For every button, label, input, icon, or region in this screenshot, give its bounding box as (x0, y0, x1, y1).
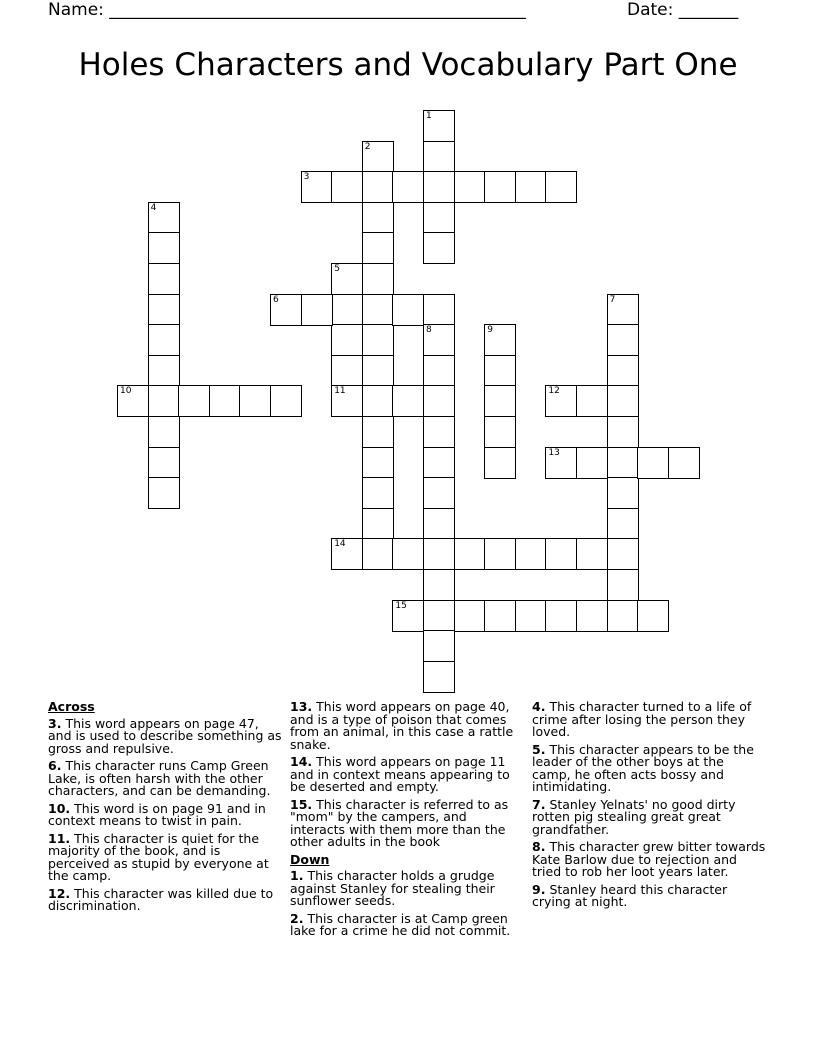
grid-cell[interactable] (576, 447, 608, 479)
grid-cell[interactable] (484, 416, 516, 448)
grid-cell[interactable] (545, 447, 577, 479)
grid-cell[interactable] (239, 385, 271, 417)
clues-column-3 (532, 701, 766, 914)
clues-column-2 (290, 701, 524, 943)
grid-cell[interactable] (423, 355, 455, 387)
clue-number: 10 (120, 386, 132, 397)
grid-cell[interactable] (607, 294, 639, 326)
grid-cell[interactable] (484, 538, 516, 570)
date-line: Date: _______ (627, 0, 739, 20)
down-clue-2: 2. This character is at Camp green lake for a crime he did not commit. (290, 910, 511, 938)
grid-cell[interactable] (148, 477, 180, 509)
clue-number: 11 (334, 386, 346, 397)
across-clue-12: 12. This character was killed due to discrimination. (48, 885, 274, 913)
grid-cell[interactable] (454, 538, 486, 570)
grid-cell[interactable] (301, 171, 333, 203)
grid-cell[interactable] (392, 294, 424, 326)
grid-cell[interactable] (484, 324, 516, 356)
grid-cell[interactable] (423, 110, 455, 142)
grid-cell[interactable] (576, 600, 608, 632)
grid-cell[interactable] (484, 355, 516, 387)
grid-cell[interactable] (423, 508, 455, 540)
grid-cell[interactable] (423, 600, 455, 632)
grid-cell[interactable] (362, 141, 394, 173)
grid-cell[interactable] (545, 171, 577, 203)
grid-cell[interactable] (545, 600, 577, 632)
grid-cell[interactable] (484, 385, 516, 417)
grid-cell[interactable] (423, 661, 455, 693)
grid-cell[interactable] (148, 355, 180, 387)
grid-cell[interactable] (148, 263, 180, 295)
clue-number: 13 (548, 447, 560, 458)
grid-cell[interactable] (484, 447, 516, 479)
across-clue-13: 13. This word appears on page 40, and is a type of poison that comes from an animal, in this case a rattle snake. (290, 699, 514, 752)
grid-cell[interactable] (148, 294, 180, 326)
grid-cell[interactable] (668, 447, 700, 479)
down-clue-9: 9. Stanley heard this character crying at night. (532, 881, 728, 909)
name-line: Name: _________________________________________________ (48, 0, 526, 20)
grid-cell[interactable] (148, 202, 180, 234)
grid-cell[interactable] (362, 385, 394, 417)
grid-cell[interactable] (423, 202, 455, 234)
grid-cell[interactable] (423, 538, 455, 570)
grid-cell[interactable] (392, 171, 424, 203)
grid-cell[interactable] (362, 447, 394, 479)
grid-cell[interactable] (270, 385, 302, 417)
grid-cell[interactable] (331, 385, 363, 417)
grid-cell[interactable] (362, 416, 394, 448)
grid-cell[interactable] (423, 294, 455, 326)
grid-cell[interactable] (423, 416, 455, 448)
grid-cell[interactable] (484, 600, 516, 632)
grid-cell[interactable] (423, 385, 455, 417)
across-clue-3: 3. This word appears on page 47, and is used to describe something as gross and repulsive. (48, 715, 282, 756)
grid-cell[interactable] (117, 385, 149, 417)
grid-cell[interactable] (423, 630, 455, 662)
grid-cell[interactable] (423, 447, 455, 479)
across-clue-11: 11. This character is quiet for the majority of the book, and is perceived as stupid by everyone at the camp. (48, 830, 269, 883)
grid-cell[interactable] (148, 232, 180, 264)
down-clue-5: 5. This character appears to be the leader of the other boys at the camp, he often acts bossy and intimidating. (532, 741, 754, 794)
grid-cell[interactable] (148, 324, 180, 356)
grid-cell[interactable] (515, 600, 547, 632)
grid-cell[interactable] (148, 385, 180, 417)
grid-cell[interactable] (423, 569, 455, 601)
grid-cell[interactable] (362, 294, 394, 326)
grid-cell[interactable] (331, 324, 363, 356)
down-clue-4: 4. This character turned to a life of crime after losing the person they loved. (532, 699, 752, 739)
across-clue-6: 6. This character runs Camp Green Lake, is often harsh with the other characters, and can be demanding. (48, 758, 271, 798)
grid-cell[interactable] (392, 600, 424, 632)
clue-number: 4 (150, 202, 157, 213)
grid-cell[interactable] (576, 385, 608, 417)
grid-cell[interactable] (331, 263, 363, 295)
grid-cell[interactable] (270, 294, 302, 326)
grid-cell[interactable] (576, 538, 608, 570)
grid-cell[interactable] (423, 171, 455, 203)
grid-cell[interactable] (607, 385, 639, 417)
grid-cell[interactable] (392, 385, 424, 417)
clue-number: 1 (426, 111, 432, 121)
down-heading: Down (290, 851, 330, 867)
grid-cell[interactable] (362, 355, 394, 387)
grid-cell[interactable] (362, 171, 394, 203)
clue-number: 6 (273, 294, 279, 305)
grid-cell[interactable] (607, 538, 639, 570)
grid-cell[interactable] (301, 294, 333, 326)
grid-cell[interactable] (331, 538, 363, 570)
grid-cell[interactable] (607, 600, 639, 632)
grid-cell[interactable] (545, 538, 577, 570)
clue-number: 14 (334, 539, 346, 550)
grid-cell[interactable] (362, 477, 394, 509)
grid-cell[interactable] (607, 324, 639, 356)
grid-cell[interactable] (607, 569, 639, 601)
grid-cell[interactable] (423, 324, 455, 356)
grid-cell[interactable] (362, 263, 394, 295)
down-clue-7: 7. Stanley Yelnats' no good dirty rotten pig stealing great great grandfather. (532, 796, 736, 837)
across-clue-15: 15. This character is referred to as "mom" by the campers, and interacts with them more than the other adults in the book (290, 796, 509, 849)
across-heading: Across (48, 699, 95, 714)
grid-cell[interactable] (362, 508, 394, 540)
grid-cell[interactable] (331, 355, 363, 387)
clue-number: 12 (548, 386, 560, 397)
grid-cell[interactable] (331, 294, 363, 326)
grid-cell[interactable] (454, 171, 486, 203)
clue-number: 7 (609, 294, 616, 305)
grid-cell[interactable] (362, 324, 394, 356)
grid-cell[interactable] (545, 385, 577, 417)
grid-cell[interactable] (423, 141, 455, 173)
grid-cell[interactable] (423, 477, 455, 509)
clues-column-1 (48, 701, 282, 918)
grid-cell[interactable] (423, 232, 455, 264)
clue-number: 9 (487, 325, 493, 336)
clue-number: 3 (303, 172, 310, 183)
down-clue-1: 1. This character holds a grudge against Stanley for stealing their sunflower seeds. (290, 868, 495, 908)
grid-cell[interactable] (148, 447, 180, 479)
clue-number: 2 (364, 141, 371, 152)
grid-cell[interactable] (607, 508, 639, 540)
grid-cell[interactable] (607, 355, 639, 387)
grid-cell[interactable] (607, 416, 639, 448)
grid-cell[interactable] (362, 538, 394, 570)
clue-number: 15 (395, 600, 407, 611)
down-clue-8: 8. This character grew bitter towards Kate Barlow due to rejection and tried to rob her loot years later. (532, 839, 766, 879)
grid-cell[interactable] (637, 447, 669, 479)
grid-cell[interactable] (362, 202, 394, 234)
grid-cell[interactable] (178, 385, 210, 417)
grid-cell[interactable] (209, 385, 241, 417)
clue-number: 8 (426, 325, 432, 336)
grid-cell[interactable] (607, 447, 639, 479)
page-title: Holes Characters and Vocabulary Part One (78, 47, 738, 83)
grid-cell[interactable] (607, 477, 639, 509)
grid-cell[interactable] (484, 171, 516, 203)
grid-cell[interactable] (637, 600, 669, 632)
grid-cell[interactable] (331, 171, 363, 203)
grid-cell[interactable] (515, 171, 547, 203)
grid-cell[interactable] (392, 538, 424, 570)
across-clue-14: 14. This word appears on page 11 and in context means appearing to be deserted and empty. (290, 754, 510, 794)
across-clue-10: 10. This word is on page 91 and in context means to twist in pain. (48, 800, 266, 828)
grid-cell[interactable] (515, 538, 547, 570)
grid-cell[interactable] (362, 232, 394, 264)
grid-cell[interactable] (148, 416, 180, 448)
clue-number: 5 (334, 264, 340, 274)
grid-cell[interactable] (454, 600, 486, 632)
